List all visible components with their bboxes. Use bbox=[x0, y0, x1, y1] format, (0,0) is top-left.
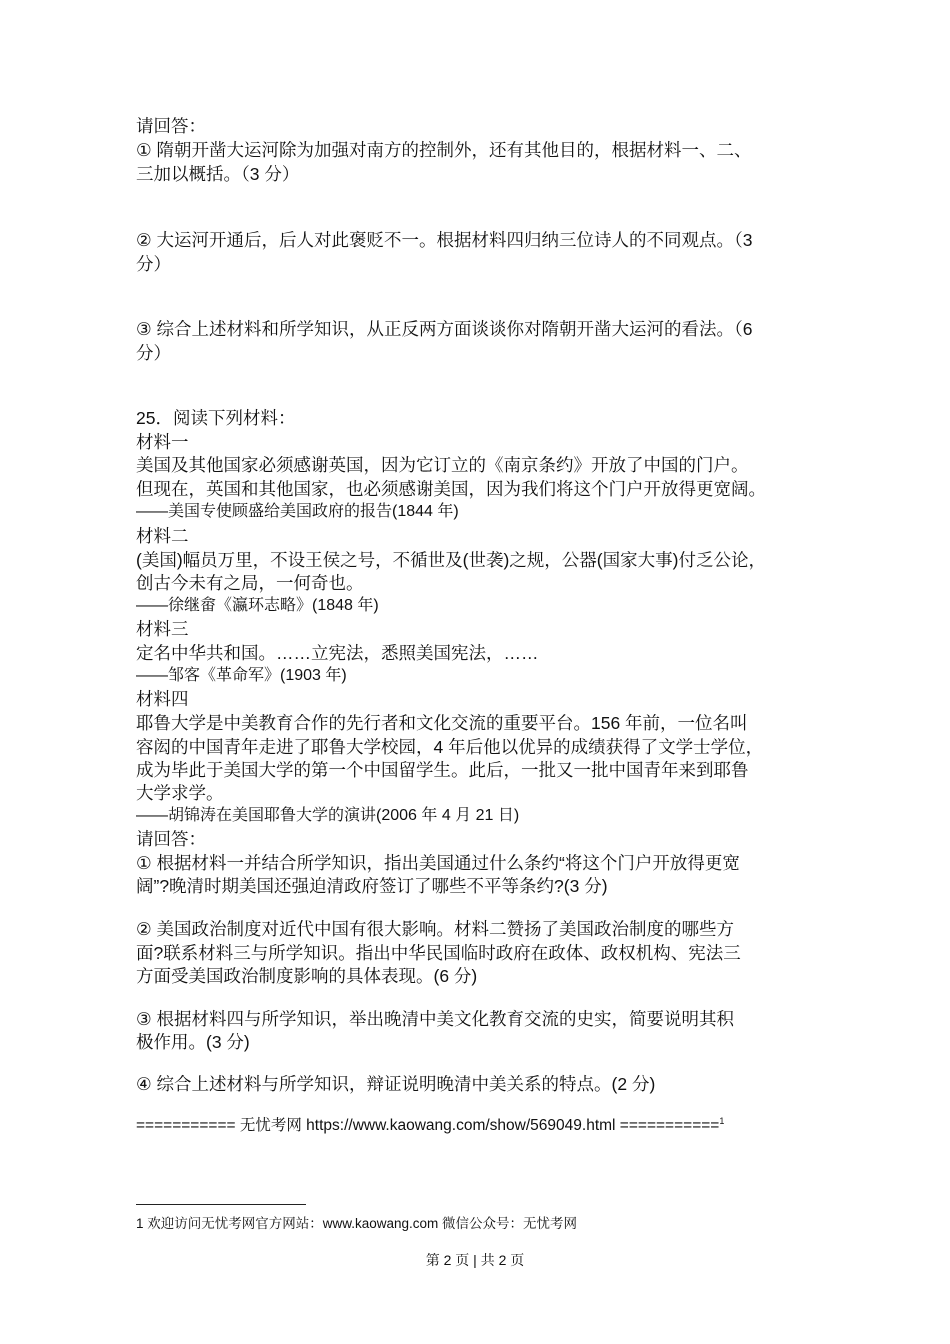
material-1-line-1: 美国及其他国家必须感谢英国，因为它订立的《南京条约》开放了中国的门户。 bbox=[136, 455, 749, 475]
material-4-title: 材料四 bbox=[136, 689, 189, 709]
q24-question-3-line-1: ③ 综合上述材料和所学知识，从正反两方面谈谈你对隋朝开凿大运河的看法。（6 bbox=[136, 319, 753, 339]
material-1-source: ——美国专使顾盛给美国政府的报告(1844 年) bbox=[136, 503, 459, 520]
footnote: 1 欢迎访问无忧考网官方网站：www.kaowang.com 微信公众号：无忧考网 bbox=[136, 1216, 578, 1231]
q24-question-2-line-1: ② 大运河开通后，后人对此褒贬不一。根据材料四归纳三位诗人的不同观点。（3 bbox=[136, 230, 753, 250]
q24-question-1-line-1: ① 隋朝开凿大运河除为加强对南方的控制外，还有其他目的，根据材料一、二、 bbox=[136, 140, 752, 160]
separator-text: =========== 无忧考网 https://www.kaowang.com/show/569049.html =========== bbox=[136, 1117, 720, 1134]
material-4-line-1: 耶鲁大学是中美教育合作的先行者和文化交流的重要平台。156 年前，一位名叫 bbox=[136, 713, 748, 733]
q25-question-1-line-2: 阔”?晚清时期美国还强迫清政府签订了哪些不平等条约?(3 分) bbox=[136, 876, 608, 896]
material-4-line-3: 成为毕此于美国大学的第一个中国留学生。此后，一批又一批中国青年来到耶鲁 bbox=[136, 760, 749, 780]
material-3-source: ——邹客《革命军》(1903 年) bbox=[136, 667, 347, 684]
page-number: 第 2 页 | 共 2 页 bbox=[425, 1252, 525, 1268]
q25-prompt: 请回答： bbox=[136, 829, 206, 849]
material-4-source: ——胡锦涛在美国耶鲁大学的演讲(2006 年 4 月 21 日) bbox=[136, 807, 520, 824]
material-2-line-2: 创古今未有之局，一何奇也。 bbox=[136, 573, 364, 593]
material-3-title: 材料三 bbox=[136, 619, 189, 639]
q24-prompt: 请回答： bbox=[136, 116, 206, 136]
material-4-line-2: 容闳的中国青年走进了耶鲁大学校园，4 年后他以优异的成绩获得了文学士学位， bbox=[136, 737, 764, 757]
q25-question-2-line-1: ② 美国政治制度对近代中国有很大影响。材料二赞扬了美国政治制度的哪些方 bbox=[136, 919, 735, 939]
footnote-rule bbox=[136, 1204, 306, 1205]
material-4-line-4: 大学求学。 bbox=[136, 783, 224, 803]
q25-question-4: ④ 综合上述材料与所学知识，辩证说明晚清中美关系的特点。(2 分) bbox=[136, 1074, 656, 1094]
material-2-line-1: (美国)幅员万里，不设王侯之号，不循世及(世袭)之规，公器(国家大事)付乏公论， bbox=[136, 550, 766, 570]
footnote-marker: 1 bbox=[719, 1115, 725, 1126]
material-2-source: ——徐继畲《瀛环志略》(1848 年) bbox=[136, 597, 379, 614]
q24-question-2-line-2: 分） bbox=[136, 254, 171, 274]
q25-header: 25．阅读下列材料： bbox=[136, 408, 296, 428]
material-1-line-2: 但现在，英国和其他国家，也必须感谢美国，因为我们将这个门户开放得更宽阔。 bbox=[136, 479, 766, 499]
material-2-title: 材料二 bbox=[136, 526, 189, 546]
q25-question-2-line-3: 方面受美国政治制度影响的具体表现。(6 分) bbox=[136, 966, 478, 986]
q24-question-1-line-2: 三加以概括。（3 分） bbox=[136, 164, 300, 184]
q25-question-1-line-1: ① 根据材料一并结合所学知识，指出美国通过什么条约“将这个门户开放得更宽 bbox=[136, 853, 740, 873]
material-3-line-1: 定名中华共和国。……立宪法，悉照美国宪法，…… bbox=[136, 643, 539, 663]
source-separator bbox=[136, 1113, 724, 1135]
q25-question-3-line-2: 极作用。(3 分) bbox=[136, 1032, 250, 1052]
q25-question-2-line-2: 面?联系材料三与所学知识。指出中华民国临时政府在政体、政权机构、宪法三 bbox=[136, 943, 741, 963]
q24-question-3-line-2: 分） bbox=[136, 343, 171, 363]
q25-question-3-line-1: ③ 根据材料四与所学知识，举出晚清中美文化教育交流的史实，简要说明其积 bbox=[136, 1009, 735, 1029]
material-1-title: 材料一 bbox=[136, 432, 189, 452]
